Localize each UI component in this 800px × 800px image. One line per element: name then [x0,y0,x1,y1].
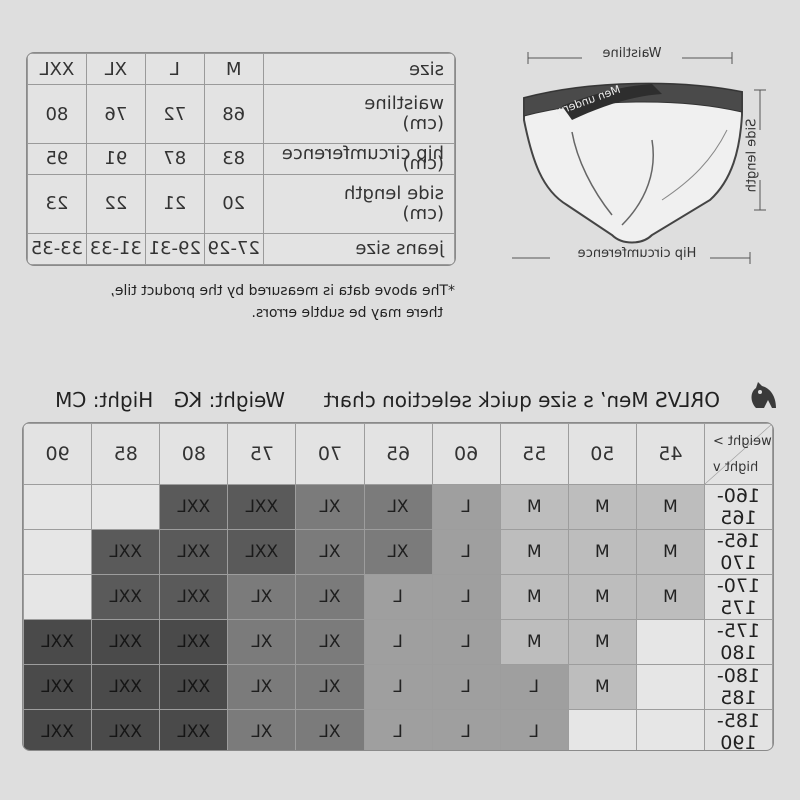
size-cell: M [568,485,636,530]
size-cell: XL [364,530,432,575]
height-row [24,665,773,710]
note-line-2: there may be subtle errors. [251,305,443,321]
size-cell: XXL [228,485,296,530]
size-cell: L [500,665,568,710]
size-cell: M [636,530,704,575]
waistline-xxl: 80 [28,85,87,143]
size-cell: XXL [160,710,228,752]
size-cell: XL [228,665,296,710]
size-cell [24,530,92,575]
size-cell: XXL [24,665,92,710]
size-cell: XXL [160,620,228,665]
size-cell: XL [228,575,296,620]
size-cell: XL [228,620,296,665]
size-cell: M [500,620,568,665]
jeans-size-m: 27-29 [204,233,263,264]
weight-header-50: 50 [568,424,636,485]
size-cell: M [500,530,568,575]
size-cell: XL [296,575,364,620]
waistline-label [263,85,454,143]
size-selection-grid [22,422,774,751]
side-length-label-diagram: Side length [744,118,760,193]
size-cell: XL [364,485,432,530]
chart-units [41,388,285,412]
size-cell [636,665,704,710]
measurement-note [75,280,455,324]
size-cell: XXL [24,620,92,665]
side-length-m: 20 [204,175,263,233]
size-cell: XXL [160,485,228,530]
height-label: 170-175 [704,575,772,620]
size-cell [24,575,92,620]
weight-header-row [24,424,773,485]
size-cell: L [432,485,500,530]
hip-row [28,143,455,174]
size-cell: M [568,530,636,575]
waistline-xl: 76 [86,85,145,143]
jeans-size-l: 29-31 [145,233,204,264]
measurement-header-row [28,54,455,85]
size-cell: XL [296,710,364,752]
side-length-label-text: side length (cm) [344,182,444,224]
size-cell [24,485,92,530]
size-cell: XXL [160,530,228,575]
waistline-label-diagram: Waistline [602,46,662,61]
waistline-m: 68 [204,85,263,143]
waistline-l: 72 [145,85,204,143]
jeans-size-row [28,233,455,264]
size-cell: XXL [92,530,160,575]
weight-header-90: 90 [24,424,92,485]
brand-logo-icon [746,378,782,414]
corner-weight-label: weight > [712,434,772,449]
size-cell: L [364,620,432,665]
header-size: size [263,54,454,85]
size-cell: XXL [160,575,228,620]
size-cell: L [432,665,500,710]
hip-label [263,143,454,174]
height-unit: Hight: CM [55,388,154,412]
underwear-illustration [512,40,772,280]
weight-header-80: 80 [160,424,228,485]
height-row [24,530,773,575]
side-length-l: 21 [145,175,204,233]
size-cell: XL [296,530,364,575]
jeans-size-xxl: 33-35 [28,233,87,264]
height-row [24,710,773,752]
corner-diagonal [705,424,772,484]
size-cell [636,710,704,752]
size-cell: L [364,710,432,752]
waistline-row [28,85,455,143]
weight-header-85: 85 [92,424,160,485]
height-label: 180-185 [704,665,772,710]
header-xl: XL [86,54,145,85]
size-cell: M [636,575,704,620]
size-cell: XXL [92,710,160,752]
size-cell [92,485,160,530]
height-label: 185-190 [704,710,772,752]
header-l: L [145,54,204,85]
height-label: 160-165 [704,485,772,530]
height-label: 175-180 [704,620,772,665]
size-cell: XXL [92,575,160,620]
size-cell: M [568,665,636,710]
size-cell: XXL [92,620,160,665]
size-cell: L [432,620,500,665]
size-cell: L [500,710,568,752]
size-cell: M [500,485,568,530]
jeans-size-label: jeans size [263,233,454,264]
side-length-row [28,175,455,233]
height-row [24,575,773,620]
height-label: 165-170 [704,530,772,575]
size-cell: M [500,575,568,620]
size-cell: XXL [92,665,160,710]
measurement-table [26,52,456,266]
size-cell: XL [296,665,364,710]
waistline-label-text: waistline (cm) [364,93,444,135]
grid-corner [704,424,772,485]
hip-label-text: hip circumference (cm) [281,142,444,174]
size-cell: XL [296,620,364,665]
height-row [24,620,773,665]
size-cell [636,620,704,665]
chart-title: ORLVS Men’ s size quick selection chart [323,388,720,412]
size-cell: M [568,575,636,620]
weight-header-45: 45 [636,424,704,485]
weight-header-70: 70 [296,424,364,485]
weight-header-55: 55 [500,424,568,485]
hip-l: 87 [145,143,204,174]
side-length-label [263,175,454,233]
size-cell: XXL [24,710,92,752]
size-cell: L [432,710,500,752]
side-length-xxl: 23 [28,175,87,233]
size-cell: L [432,530,500,575]
hip-label-diagram: Hip circumference [577,246,697,261]
note-line-1: *The above data is measured by the product tile, [110,283,455,299]
hip-xl: 91 [86,143,145,174]
corner-height-label: hight v [712,460,759,475]
underwear-diagram [512,40,772,280]
waistband-brand-text: Men underw [553,82,623,119]
size-cell [568,710,636,752]
header-m: M [204,54,263,85]
size-cell: L [432,575,500,620]
side-length-xl: 22 [86,175,145,233]
size-cell: XXL [228,530,296,575]
weight-header-60: 60 [432,424,500,485]
weight-unit: Weight: KG [173,388,285,412]
height-row [24,485,773,530]
hip-xxl: 95 [28,143,87,174]
hip-m: 83 [204,143,263,174]
size-cell: XL [296,485,364,530]
jeans-size-xl: 31-33 [86,233,145,264]
size-cell: L [364,665,432,710]
size-cell: XL [228,710,296,752]
size-cell: L [364,575,432,620]
weight-header-75: 75 [228,424,296,485]
header-xxl: XXL [28,54,87,85]
size-cell: XXL [160,665,228,710]
weight-header-65: 65 [364,424,432,485]
size-cell: M [568,620,636,665]
size-cell: M [636,485,704,530]
